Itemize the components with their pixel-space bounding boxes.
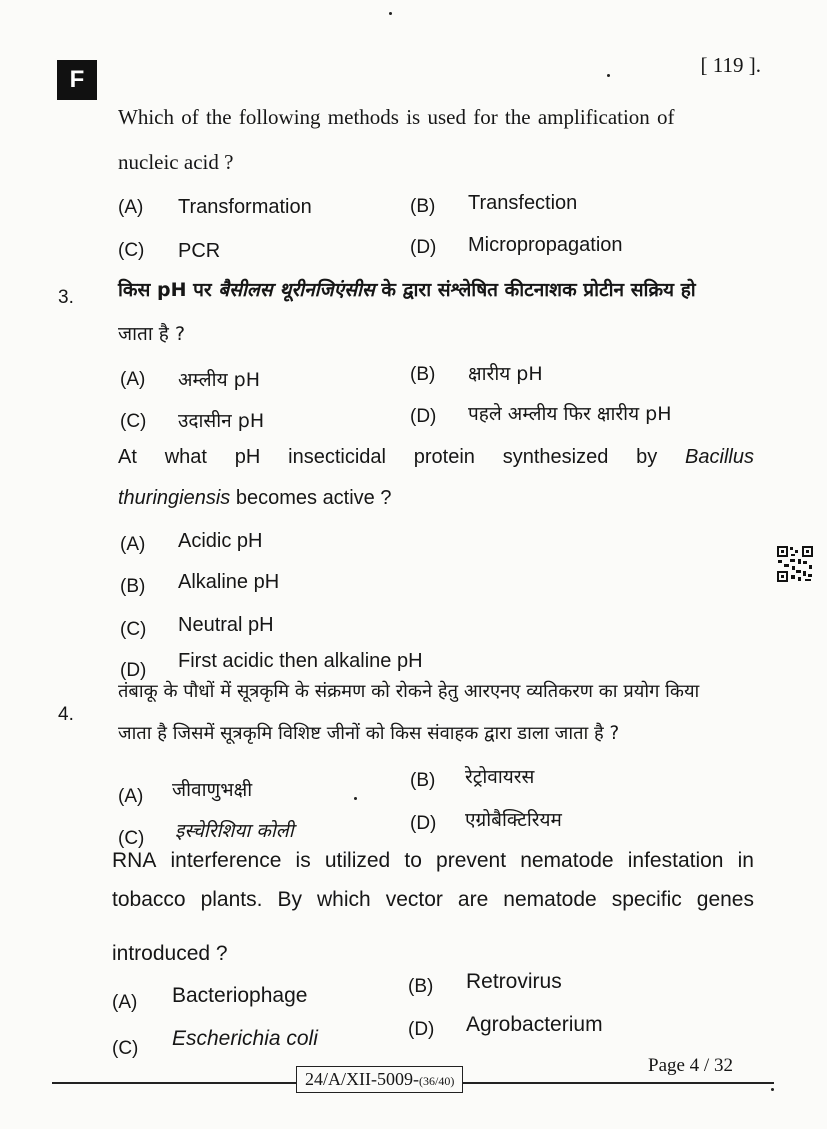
option-label: (D) bbox=[410, 813, 437, 834]
option-label: (C) bbox=[118, 828, 145, 849]
option-label: (C) bbox=[112, 1038, 139, 1059]
question-text: At what pH insecticidal protein synthesized by Bacillus bbox=[118, 446, 754, 468]
option-label: (D) bbox=[408, 1019, 435, 1040]
qr-code-icon bbox=[776, 545, 814, 583]
page-number: [ 119 ]. bbox=[700, 53, 761, 77]
question-text: introduced ? bbox=[112, 942, 228, 965]
option-label: (B) bbox=[120, 576, 146, 597]
option-label: (A) bbox=[112, 992, 138, 1013]
footer-page-number: Page 4 / 32 bbox=[648, 1055, 733, 1076]
option-label: (D) bbox=[120, 660, 147, 681]
option-text: जीवाणुभक्षी bbox=[172, 779, 253, 801]
option-text: Agrobacterium bbox=[466, 1013, 603, 1036]
option-label: (B) bbox=[410, 196, 436, 217]
question-text-hindi: किस pH पर बैसीलस थूरीनजिएंसीस के द्वारा संश्लेषित कीटनाशक प्रोटीन सक्रिय हो bbox=[118, 279, 696, 301]
option-text: उदासीन pH bbox=[178, 410, 265, 432]
option-text: पहले अम्लीय फिर क्षारीय pH bbox=[468, 403, 672, 425]
question-text: nucleic acid ? bbox=[118, 150, 234, 174]
option-label: (D) bbox=[410, 406, 437, 427]
option-text: First acidic then alkaline pH bbox=[178, 650, 423, 672]
option-text: Transfection bbox=[468, 192, 578, 214]
option-label: (A) bbox=[120, 369, 146, 390]
option-text: इस्चेरिशिया कोली bbox=[175, 820, 294, 842]
option-label: (A) bbox=[118, 197, 144, 218]
option-label: (B) bbox=[410, 364, 436, 385]
option-text: Bacteriophage bbox=[172, 984, 308, 1007]
section-badge: F bbox=[57, 60, 97, 100]
option-text: Transformation bbox=[178, 196, 312, 218]
question-number: 3. bbox=[58, 287, 74, 308]
option-text: Escherichia coli bbox=[172, 1027, 318, 1050]
paper-code: 24/A/XII-5009-(36/40) bbox=[296, 1066, 463, 1093]
question-text-hindi: जाता है ? bbox=[118, 323, 186, 345]
option-text: क्षारीय pH bbox=[468, 363, 543, 385]
option-text: एग्रोबैक्टिरियम bbox=[465, 809, 562, 831]
option-text: Neutral pH bbox=[178, 614, 274, 636]
option-label: (B) bbox=[410, 770, 436, 791]
option-label: (B) bbox=[408, 976, 434, 997]
question-text-hindi: जाता है जिसमें सूत्रकृमि विशिष्ट जीनों को किस संवाहक द्वारा डाला जाता है ? bbox=[118, 723, 620, 744]
question-number: 4. bbox=[58, 704, 74, 725]
option-text: PCR bbox=[178, 240, 221, 262]
question-text: thuringiensis becomes active ? bbox=[118, 487, 392, 509]
question-text: RNA interference is utilized to prevent nematode infestation in bbox=[112, 849, 754, 872]
speck bbox=[354, 797, 357, 800]
option-label: (C) bbox=[120, 411, 147, 432]
option-text: Retrovirus bbox=[466, 970, 562, 993]
speck bbox=[389, 12, 392, 15]
option-label: (D) bbox=[410, 237, 437, 258]
option-text: अम्लीय pH bbox=[178, 369, 260, 391]
option-text: Acidic pH bbox=[178, 530, 263, 552]
option-text: Micropropagation bbox=[468, 234, 623, 256]
option-label: (A) bbox=[118, 786, 144, 807]
option-text: रेट्रोवायरस bbox=[465, 766, 535, 788]
option-label: (A) bbox=[120, 534, 146, 555]
speck bbox=[607, 74, 610, 77]
option-label: (C) bbox=[120, 619, 147, 640]
speck bbox=[771, 1088, 774, 1091]
option-text: Alkaline pH bbox=[178, 571, 280, 593]
question-text: tobacco plants. By which vector are nematode specific genes bbox=[112, 888, 754, 911]
question-text: Which of the following methods is used for the amplification of bbox=[118, 105, 675, 129]
question-text-hindi: तंबाकू के पौधों में सूत्रकृमि के संक्रमण को रोकने हेतु आरएनए व्यतिकरण का प्रयोग किया bbox=[118, 681, 700, 702]
option-label: (C) bbox=[118, 240, 145, 261]
